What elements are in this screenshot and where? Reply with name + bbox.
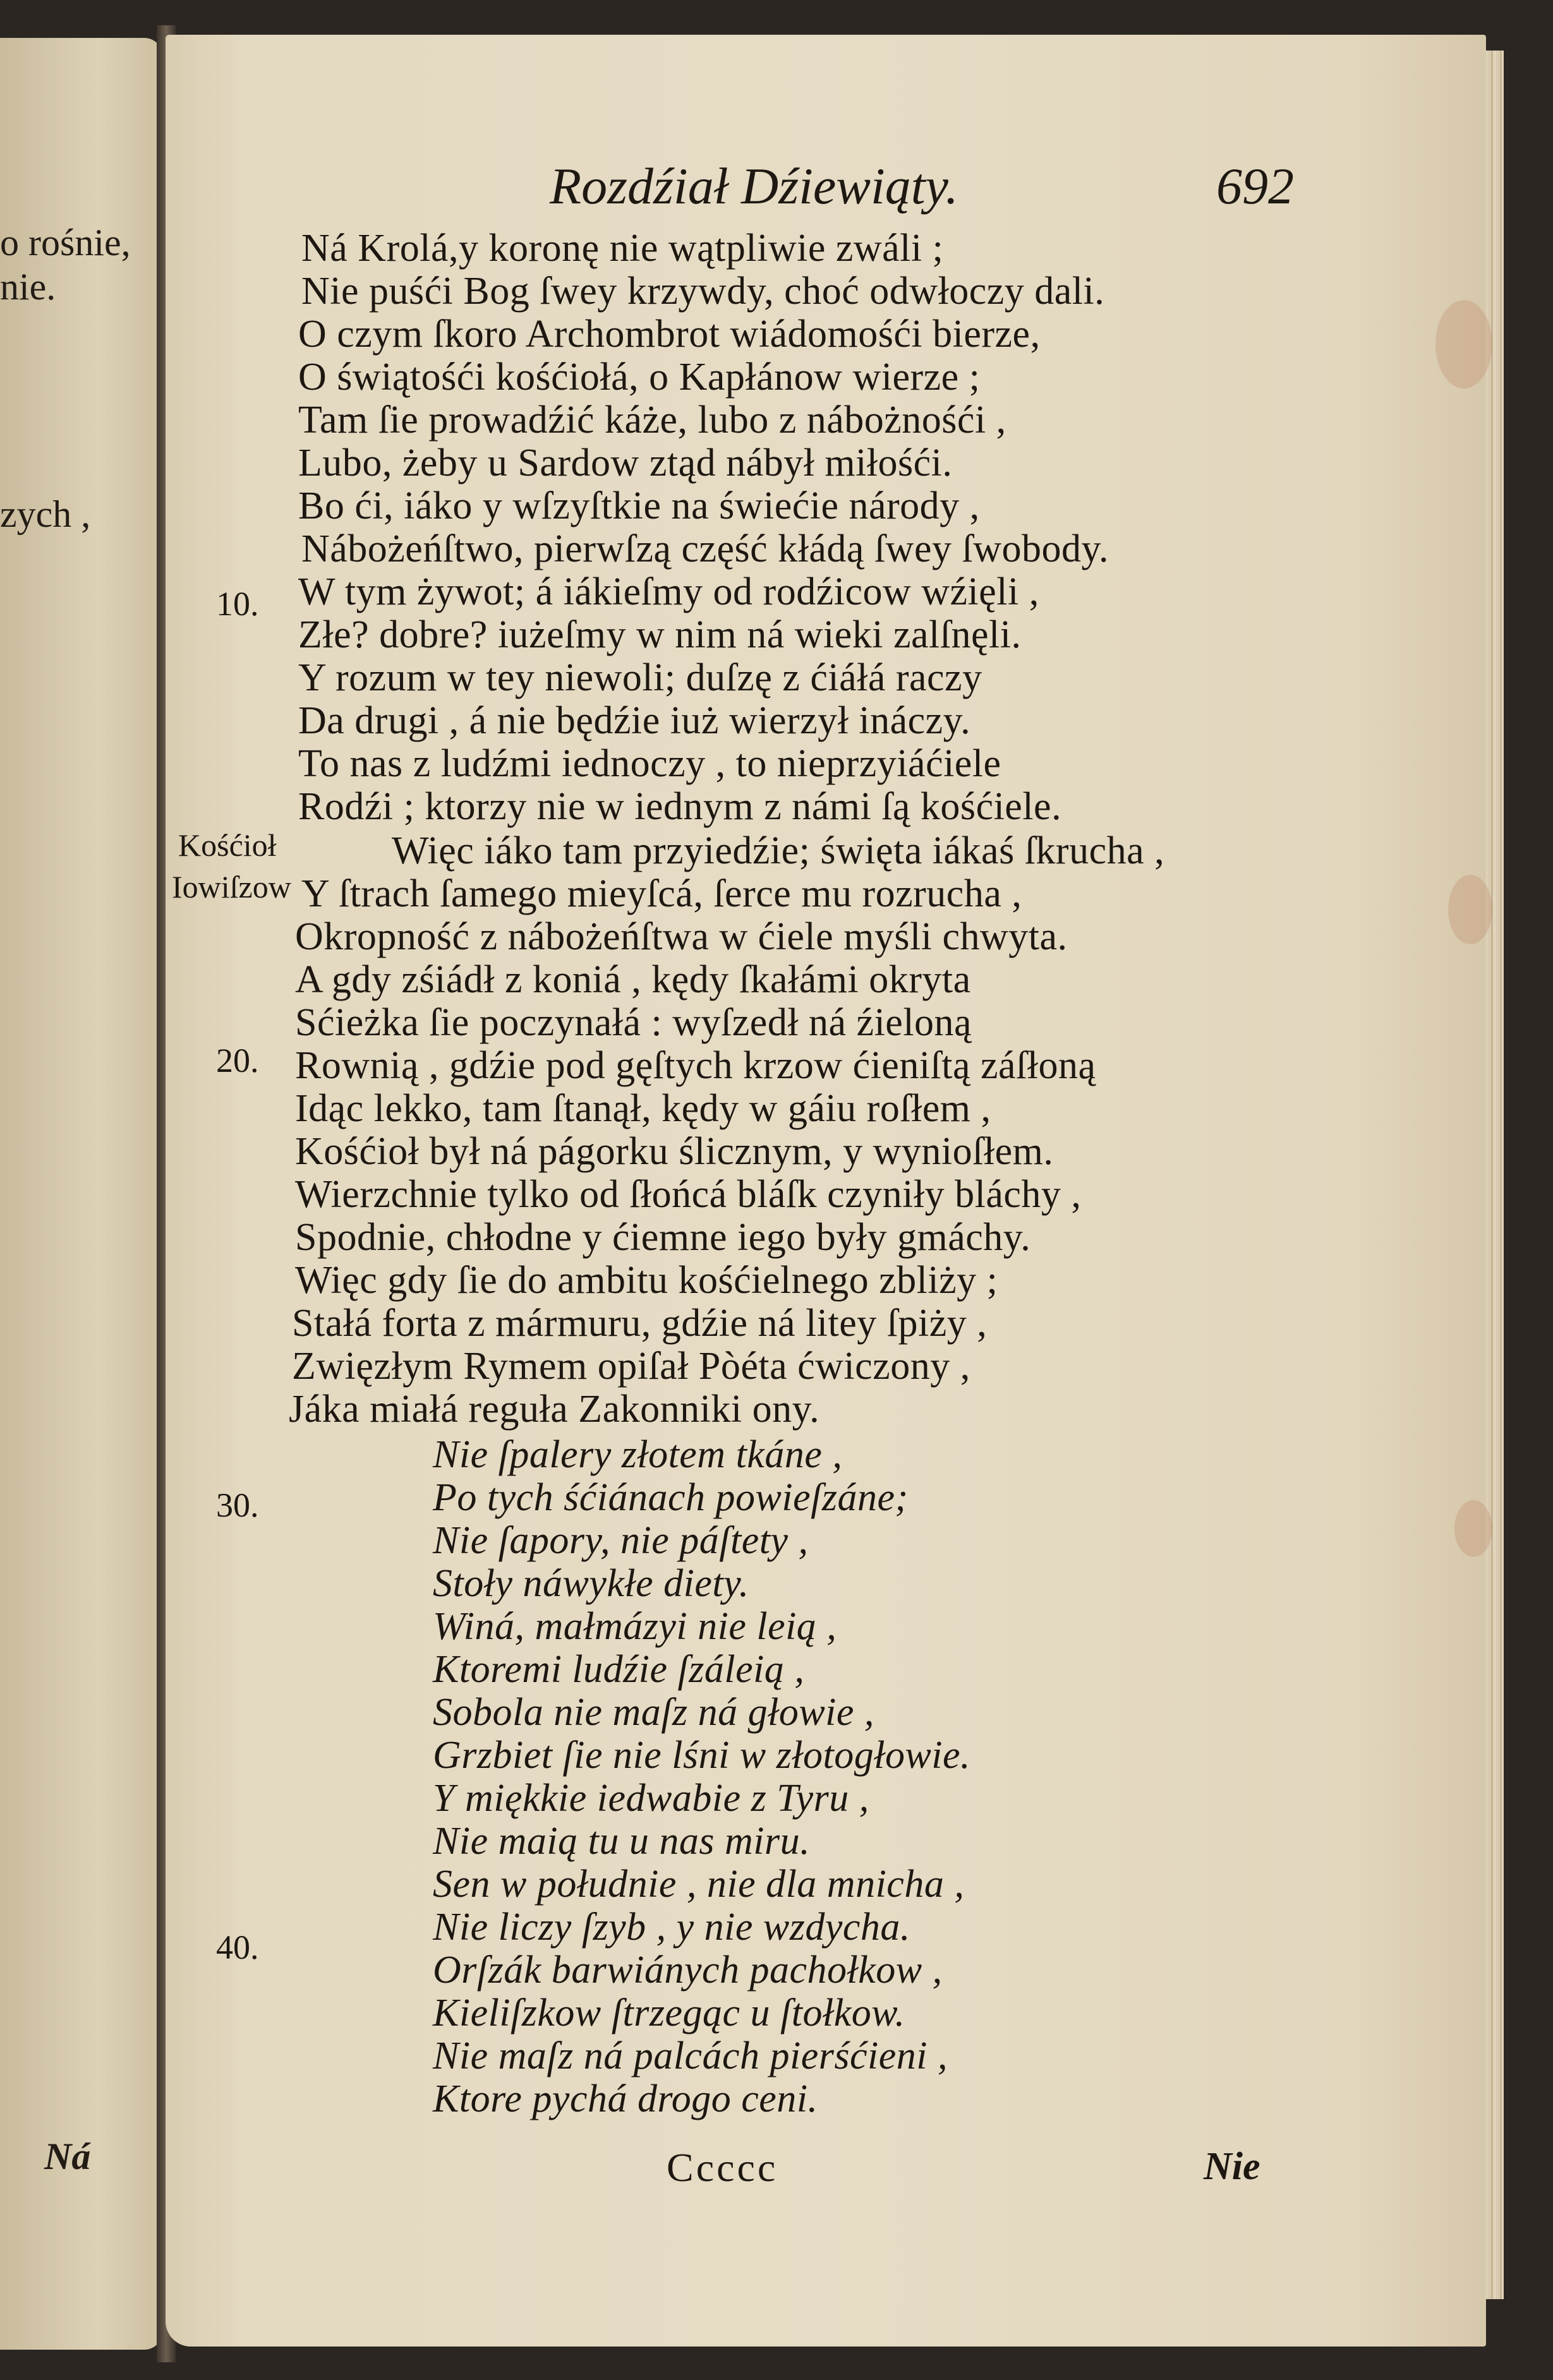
margin-gloss: Iowiſzow bbox=[172, 869, 291, 905]
verse-line: Nie puśći Bog ſwey krzywdy, choć odwłoczy dali. bbox=[301, 270, 1105, 313]
verse-line: Da drugi , á nie będźie iuż wierzył ináczy. bbox=[298, 699, 971, 742]
verse-line: To nas z ludźmi iednoczy , to nieprzyiáćiele bbox=[298, 742, 1001, 785]
italic-verse-line: Sen w południe , nie dla mnicha , bbox=[433, 1863, 965, 1906]
verse-line: Tam ſie prowadźić káże, lubo z nábożnośći , bbox=[298, 399, 1006, 442]
verse-line: Spodnie, chłodne y ćiemne iego były gmáchy. bbox=[295, 1216, 1031, 1259]
italic-verse-line: Nie liczy ſzyb , y nie wzdycha. bbox=[433, 1906, 910, 1949]
line-number: 20. bbox=[216, 1042, 259, 1079]
left-page-fragment: nie. bbox=[0, 266, 56, 308]
italic-verse-line: Nie maſz ná palcách pierśćieni , bbox=[433, 2034, 948, 2077]
italic-verse-line: Ktore pychá drogo ceni. bbox=[433, 2077, 818, 2120]
verse-line: Jáka miałá reguła Zakonniki ony. bbox=[289, 1388, 820, 1431]
verse-line: A gdy zśiádł z koniá , kędy ſkałámi okryta bbox=[295, 958, 971, 1001]
italic-verse-line: Ktoremi ludźie ſzáleią , bbox=[433, 1648, 805, 1691]
verse-line: Y ſtrach ſamego mieyſcá, ſerce mu rozrucha , bbox=[301, 872, 1022, 915]
verse-line: O świątośći kośćiołá, o Kapłánow wierze ; bbox=[298, 356, 981, 399]
italic-verse-line: Kieliſzkow ſtrzegąc u ſtołkow. bbox=[433, 1992, 905, 2034]
line-number: 40. bbox=[216, 1928, 259, 1966]
italic-verse-line: Stoły náwykłe diety. bbox=[433, 1562, 749, 1605]
catchword: Nie bbox=[1204, 2145, 1260, 2188]
running-head: Rozdźiał Dźiewiąty. bbox=[550, 157, 958, 215]
verse-line: Rodźi ; ktorzy nie w iednym z námi ſą kośćiele. bbox=[298, 785, 1062, 828]
verse-line: Więc gdy ſie do ambitu kośćielnego zbliży ; bbox=[295, 1259, 998, 1302]
verse-line: Więc iáko tam przyiedźie; święta iákaś ſkrucha , bbox=[392, 829, 1165, 872]
verse-line: Wierzchnie tylko od ſłońcá bláſk czyniły bláchy , bbox=[295, 1173, 1082, 1216]
italic-verse-line: Winá, małmázyi nie leią , bbox=[433, 1605, 837, 1648]
verse-line: Y rozum w tey niewoli; duſzę z ćiáłá raczy bbox=[298, 656, 982, 699]
verse-line: Stałá forta z mármuru, gdźie ná litey ſpiży , bbox=[292, 1302, 988, 1345]
left-page-fragment: zych , bbox=[0, 493, 91, 535]
margin-gloss: Kośćioł bbox=[178, 827, 277, 863]
verse-line: Sćieżka ſie poczynałá : wyſzedł ná źieloną bbox=[295, 1001, 972, 1044]
verse-line: Bo ći, iáko y wſzyſtkie na świećie národy , bbox=[298, 484, 980, 527]
italic-verse-line: Sobola nie maſz ná głowie , bbox=[433, 1691, 874, 1734]
verse-line: Zwięzłym Rymem opiſał Pòéta ćwiczony , bbox=[292, 1345, 970, 1388]
verse-line: Złe? dobre? iużeſmy w nim ná wieki zalſnęli. bbox=[298, 613, 1022, 656]
verse-line: Okropność z nábożeńſtwa w ćiele myśli chwyta. bbox=[295, 915, 1068, 958]
page-header bbox=[0, 157, 1553, 226]
verse-line: Nábożeńſtwo, pierwſzą część kłádą ſwey ſwobody. bbox=[301, 527, 1109, 570]
signature-mark: Ccccc bbox=[667, 2145, 778, 2190]
verse-line: Rownią , gdźie pod gęſtych krzow ćieniſtą záſłoną bbox=[295, 1044, 1096, 1087]
italic-verse-line: Nie ſapory, nie páſtety , bbox=[433, 1519, 809, 1562]
line-number: 10. bbox=[216, 585, 259, 623]
italic-verse-line: Nie maią tu u nas miru. bbox=[433, 1820, 811, 1863]
verse-line: W tym żywot; á iákieſmy od rodźicow wźięli , bbox=[298, 570, 1039, 613]
verse-line: Idąc lekko, tam ſtanął, kędy w gáiu roſłem , bbox=[295, 1087, 991, 1130]
italic-verse-line: Orſzák barwiánych pachołkow , bbox=[433, 1949, 943, 1992]
verse-line: Ná Krolá,y koronę nie wątpliwie zwáli ; bbox=[301, 227, 944, 270]
italic-verse-line: Nie ſpalery złotem tkáne , bbox=[433, 1433, 843, 1476]
page-number: 692 bbox=[1216, 157, 1294, 215]
line-number: 30. bbox=[216, 1486, 259, 1524]
verse-line: Kośćioł był ná págorku ślicznym, y wynioſłem. bbox=[295, 1130, 1054, 1173]
italic-verse-line: Y miękkie iedwabie z Tyru , bbox=[433, 1777, 869, 1820]
left-page-catchword: Ná bbox=[44, 2136, 91, 2177]
verse-line: Lubo, żeby u Sardow ztąd nábył miłośći. bbox=[298, 442, 953, 484]
left-page bbox=[0, 38, 163, 2350]
left-page-fragment: o rośnie, bbox=[0, 222, 131, 263]
italic-verse-line: Po tych śćiánach powieſzáne; bbox=[433, 1476, 909, 1519]
verse-line: O czym ſkoro Archombrot wiádomośći bierze, bbox=[298, 313, 1041, 356]
italic-verse-line: Grzbiet ſie nie lśni w złotogłowie. bbox=[433, 1734, 971, 1777]
